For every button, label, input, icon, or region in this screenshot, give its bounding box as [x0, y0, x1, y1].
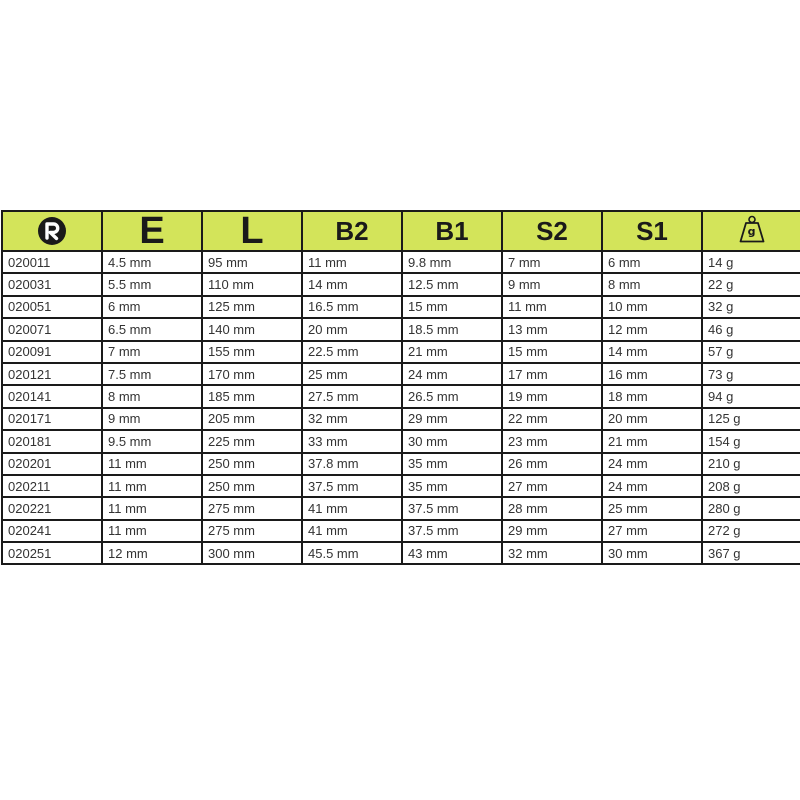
- table-row: [2, 318, 800, 340]
- cell-e: 7 mm: [102, 341, 202, 363]
- cell-e: 9 mm: [102, 408, 202, 430]
- cell-ref: 020051: [2, 296, 102, 318]
- cell-s1: 25 mm: [602, 497, 702, 519]
- cell-s2: 32 mm: [502, 542, 602, 564]
- cell-s1: 8 mm: [602, 273, 702, 295]
- header-cell-b2: B2: [302, 211, 402, 251]
- cell-l: 95 mm: [202, 251, 302, 273]
- cell-e: 9.5 mm: [102, 430, 202, 452]
- header-cell-s1: S1: [602, 211, 702, 251]
- cell-e: 7.5 mm: [102, 363, 202, 385]
- cell-weight: 208 g: [702, 475, 800, 497]
- cell-b2: 25 mm: [302, 363, 402, 385]
- cell-b1: 43 mm: [402, 542, 502, 564]
- cell-e: 11 mm: [102, 475, 202, 497]
- table-row: [2, 430, 800, 452]
- cell-s2: 15 mm: [502, 341, 602, 363]
- cell-s1: 20 mm: [602, 408, 702, 430]
- table-row: [2, 385, 800, 407]
- cell-ref: 020201: [2, 453, 102, 475]
- cell-l: 300 mm: [202, 542, 302, 564]
- cell-weight: 210 g: [702, 453, 800, 475]
- cell-l: 140 mm: [202, 318, 302, 340]
- cell-weight: 272 g: [702, 520, 800, 542]
- table-row: [2, 475, 800, 497]
- header-row: [2, 211, 800, 251]
- cell-ref: 020031: [2, 273, 102, 295]
- cell-s2: 22 mm: [502, 408, 602, 430]
- table-row: [2, 341, 800, 363]
- cell-b2: 16.5 mm: [302, 296, 402, 318]
- cell-l: 185 mm: [202, 385, 302, 407]
- cell-b2: 41 mm: [302, 520, 402, 542]
- cell-b1: 35 mm: [402, 475, 502, 497]
- cell-l: 225 mm: [202, 430, 302, 452]
- cell-s1: 21 mm: [602, 430, 702, 452]
- cell-s1: 16 mm: [602, 363, 702, 385]
- cell-e: 11 mm: [102, 453, 202, 475]
- cell-l: 275 mm: [202, 497, 302, 519]
- cell-b1: 12.5 mm: [402, 273, 502, 295]
- header-cell-weight: [702, 211, 800, 251]
- cell-b1: 26.5 mm: [402, 385, 502, 407]
- cell-ref: 020011: [2, 251, 102, 273]
- table-row: [2, 296, 800, 318]
- cell-weight: 46 g: [702, 318, 800, 340]
- spec-table: [1, 210, 800, 565]
- table-row: [2, 542, 800, 564]
- cell-s2: 23 mm: [502, 430, 602, 452]
- cell-l: 170 mm: [202, 363, 302, 385]
- cell-weight: 73 g: [702, 363, 800, 385]
- cell-b1: 9.8 mm: [402, 251, 502, 273]
- header-cell-s2: S2: [502, 211, 602, 251]
- cell-s2: 27 mm: [502, 475, 602, 497]
- cell-s1: 6 mm: [602, 251, 702, 273]
- brand-logo-icon: [37, 216, 67, 246]
- cell-weight: 94 g: [702, 385, 800, 407]
- table-row: [2, 520, 800, 542]
- cell-l: 250 mm: [202, 475, 302, 497]
- cell-b2: 27.5 mm: [302, 385, 402, 407]
- cell-s1: 10 mm: [602, 296, 702, 318]
- cell-ref: 020071: [2, 318, 102, 340]
- table-row: [2, 408, 800, 430]
- cell-s2: 17 mm: [502, 363, 602, 385]
- cell-s2: 29 mm: [502, 520, 602, 542]
- cell-b1: 18.5 mm: [402, 318, 502, 340]
- table-body: [2, 251, 800, 564]
- cell-l: 275 mm: [202, 520, 302, 542]
- cell-weight: 154 g: [702, 430, 800, 452]
- cell-ref: 020171: [2, 408, 102, 430]
- header-cell-b1: B1: [402, 211, 502, 251]
- cell-ref: 020211: [2, 475, 102, 497]
- cell-ref: 020221: [2, 497, 102, 519]
- cell-b2: 33 mm: [302, 430, 402, 452]
- cell-ref: 020141: [2, 385, 102, 407]
- cell-ref: 020241: [2, 520, 102, 542]
- cell-ref: 020091: [2, 341, 102, 363]
- cell-weight: 367 g: [702, 542, 800, 564]
- cell-ref: 020181: [2, 430, 102, 452]
- cell-b2: 32 mm: [302, 408, 402, 430]
- cell-b1: 15 mm: [402, 296, 502, 318]
- table-row: [2, 273, 800, 295]
- cell-b1: 29 mm: [402, 408, 502, 430]
- cell-l: 155 mm: [202, 341, 302, 363]
- cell-e: 12 mm: [102, 542, 202, 564]
- cell-s1: 24 mm: [602, 475, 702, 497]
- cell-b2: 22.5 mm: [302, 341, 402, 363]
- cell-ref: 020121: [2, 363, 102, 385]
- cell-b1: 37.5 mm: [402, 497, 502, 519]
- cell-e: 6 mm: [102, 296, 202, 318]
- cell-e: 4.5 mm: [102, 251, 202, 273]
- cell-s2: 11 mm: [502, 296, 602, 318]
- table-row: [2, 497, 800, 519]
- cell-e: 5.5 mm: [102, 273, 202, 295]
- cell-s2: 7 mm: [502, 251, 602, 273]
- cell-s2: 9 mm: [502, 273, 602, 295]
- cell-b2: 37.5 mm: [302, 475, 402, 497]
- cell-e: 11 mm: [102, 520, 202, 542]
- cell-l: 125 mm: [202, 296, 302, 318]
- cell-b2: 11 mm: [302, 251, 402, 273]
- cell-b1: 35 mm: [402, 453, 502, 475]
- cell-s1: 27 mm: [602, 520, 702, 542]
- cell-b2: 37.8 mm: [302, 453, 402, 475]
- cell-s1: 18 mm: [602, 385, 702, 407]
- header-cell-e: E: [102, 211, 202, 251]
- cell-b1: 21 mm: [402, 341, 502, 363]
- cell-e: 8 mm: [102, 385, 202, 407]
- cell-weight: 14 g: [702, 251, 800, 273]
- cell-l: 205 mm: [202, 408, 302, 430]
- cell-l: 110 mm: [202, 273, 302, 295]
- cell-weight: 32 g: [702, 296, 800, 318]
- table-row: [2, 453, 800, 475]
- cell-s2: 28 mm: [502, 497, 602, 519]
- cell-weight: 57 g: [702, 341, 800, 363]
- cell-s2: 19 mm: [502, 385, 602, 407]
- cell-s1: 30 mm: [602, 542, 702, 564]
- table-row: [2, 251, 800, 273]
- table-row: [2, 363, 800, 385]
- cell-e: 6.5 mm: [102, 318, 202, 340]
- cell-s1: 24 mm: [602, 453, 702, 475]
- cell-b2: 14 mm: [302, 273, 402, 295]
- cell-e: 11 mm: [102, 497, 202, 519]
- weight-icon: [737, 215, 767, 243]
- cell-weight: 125 g: [702, 408, 800, 430]
- cell-s2: 26 mm: [502, 453, 602, 475]
- cell-l: 250 mm: [202, 453, 302, 475]
- cell-s2: 13 mm: [502, 318, 602, 340]
- cell-weight: 22 g: [702, 273, 800, 295]
- cell-weight: 280 g: [702, 497, 800, 519]
- header-cell-l: L: [202, 211, 302, 251]
- cell-b2: 45.5 mm: [302, 542, 402, 564]
- cell-b1: 30 mm: [402, 430, 502, 452]
- cell-s1: 12 mm: [602, 318, 702, 340]
- cell-s1: 14 mm: [602, 341, 702, 363]
- cell-b1: 24 mm: [402, 363, 502, 385]
- cell-b2: 41 mm: [302, 497, 402, 519]
- header-cell-reference: [2, 211, 102, 251]
- weight-unit-label: g: [747, 224, 756, 238]
- cell-b2: 20 mm: [302, 318, 402, 340]
- cell-b1: 37.5 mm: [402, 520, 502, 542]
- cell-ref: 020251: [2, 542, 102, 564]
